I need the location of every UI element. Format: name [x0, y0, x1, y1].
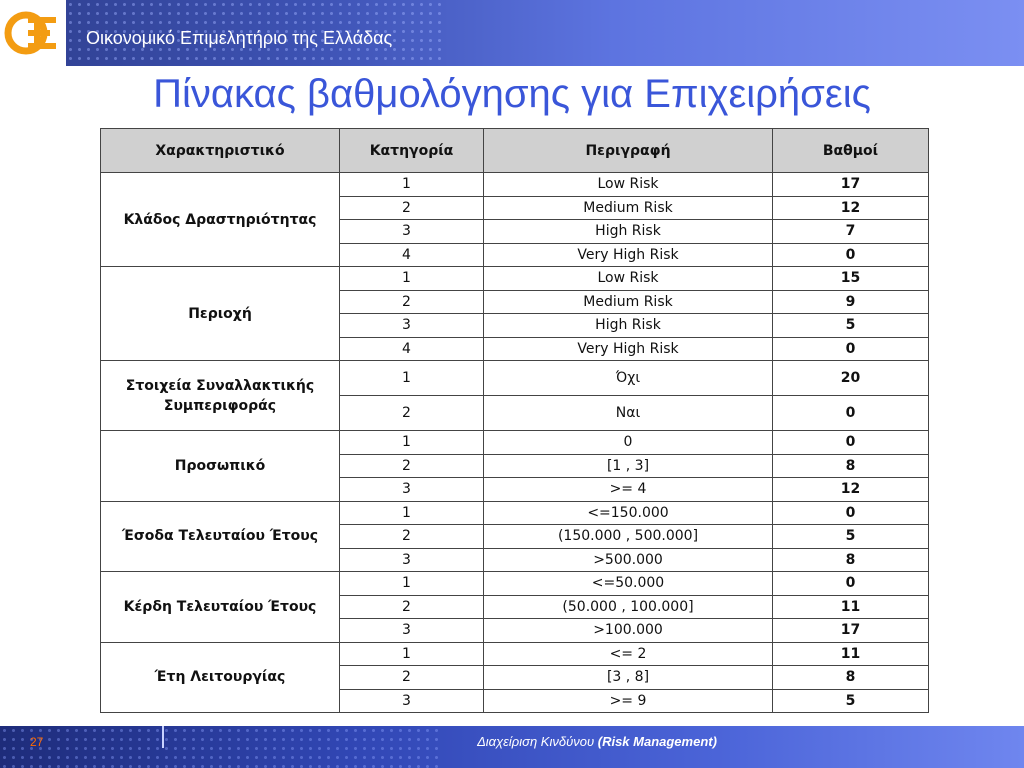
- description-cell: Very High Risk: [484, 337, 773, 361]
- table-row: [101, 572, 929, 596]
- description-cell: Low Risk: [484, 267, 773, 291]
- feature-cell: Κέρδη Τελευταίου Έτους: [101, 572, 340, 643]
- table-header-row: [101, 129, 929, 173]
- column-header-description: Περιγραφή: [484, 129, 773, 173]
- description-cell: (150.000 , 500.000]: [484, 525, 773, 549]
- points-cell: 12: [773, 196, 929, 220]
- description-cell: <=50.000: [484, 572, 773, 596]
- points-cell: 17: [773, 173, 929, 197]
- description-cell: <= 2: [484, 642, 773, 666]
- description-cell: Low Risk: [484, 173, 773, 197]
- description-cell: Όχι: [484, 361, 773, 396]
- description-cell: Medium Risk: [484, 196, 773, 220]
- description-cell: >500.000: [484, 548, 773, 572]
- table-row: [101, 361, 929, 396]
- points-cell: 0: [773, 337, 929, 361]
- points-cell: 12: [773, 478, 929, 502]
- column-header-points: Βαθμοί: [773, 129, 929, 173]
- category-cell: 3: [340, 619, 484, 643]
- description-cell: >= 4: [484, 478, 773, 502]
- points-cell: 15: [773, 267, 929, 291]
- category-cell: 2: [340, 396, 484, 431]
- organization-name: Οικονομικό Επιμελητήριο της Ελλάδας: [86, 28, 393, 48]
- footer-caption-english: (Risk Management): [597, 734, 717, 749]
- column-header-feature: Χαρακτηριστικό: [101, 129, 340, 173]
- category-cell: 1: [340, 267, 484, 291]
- feature-cell: Στοιχεία Συναλλακτικής Συμπεριφοράς: [101, 361, 340, 431]
- table-row: [101, 267, 929, 291]
- category-cell: 3: [340, 478, 484, 502]
- category-cell: 2: [340, 196, 484, 220]
- feature-cell: Προσωπικό: [101, 431, 340, 502]
- points-cell: 0: [773, 396, 929, 431]
- points-cell: 8: [773, 666, 929, 690]
- category-cell: 3: [340, 548, 484, 572]
- category-cell: 2: [340, 666, 484, 690]
- table-body: [101, 173, 929, 713]
- category-cell: 1: [340, 431, 484, 455]
- oee-logo-icon: [4, 8, 62, 58]
- description-cell: (50.000 , 100.000]: [484, 595, 773, 619]
- description-cell: [3 , 8]: [484, 666, 773, 690]
- points-cell: 5: [773, 314, 929, 338]
- points-cell: 5: [773, 525, 929, 549]
- description-cell: High Risk: [484, 314, 773, 338]
- points-cell: 5: [773, 689, 929, 713]
- points-cell: 7: [773, 220, 929, 244]
- category-cell: 2: [340, 454, 484, 478]
- scoring-table: [100, 128, 929, 713]
- points-cell: 0: [773, 572, 929, 596]
- points-cell: 9: [773, 290, 929, 314]
- category-cell: 1: [340, 572, 484, 596]
- table-row: [101, 431, 929, 455]
- page-number: 27: [30, 735, 44, 749]
- points-cell: 0: [773, 501, 929, 525]
- column-header-category: Κατηγορία: [340, 129, 484, 173]
- category-cell: 1: [340, 642, 484, 666]
- category-cell: 2: [340, 525, 484, 549]
- feature-cell: Έτη Λειτουργίας: [101, 642, 340, 713]
- feature-cell: Κλάδος Δραστηριότητας: [101, 173, 340, 267]
- description-cell: 0: [484, 431, 773, 455]
- points-cell: 20: [773, 361, 929, 396]
- points-cell: 0: [773, 243, 929, 267]
- category-cell: 1: [340, 361, 484, 396]
- points-cell: 8: [773, 454, 929, 478]
- points-cell: 11: [773, 595, 929, 619]
- table-row: [101, 501, 929, 525]
- logo: [0, 0, 66, 66]
- category-cell: 3: [340, 689, 484, 713]
- category-cell: 2: [340, 290, 484, 314]
- category-cell: 1: [340, 173, 484, 197]
- description-cell: <=150.000: [484, 501, 773, 525]
- description-cell: High Risk: [484, 220, 773, 244]
- category-cell: 1: [340, 501, 484, 525]
- points-cell: 0: [773, 431, 929, 455]
- category-cell: 3: [340, 314, 484, 338]
- points-cell: 11: [773, 642, 929, 666]
- description-cell: Medium Risk: [484, 290, 773, 314]
- points-cell: 17: [773, 619, 929, 643]
- category-cell: 3: [340, 220, 484, 244]
- feature-cell: Έσοδα Τελευταίου Έτους: [101, 501, 340, 572]
- footer-caption: [0, 734, 1024, 749]
- feature-cell: Περιοχή: [101, 267, 340, 361]
- table-row: [101, 642, 929, 666]
- table-row: [101, 173, 929, 197]
- category-cell: 4: [340, 243, 484, 267]
- category-cell: 2: [340, 595, 484, 619]
- category-cell: 4: [340, 337, 484, 361]
- footer-caption-text: Διαχείριση Κινδύνου: [477, 734, 595, 749]
- description-cell: >= 9: [484, 689, 773, 713]
- points-cell: 8: [773, 548, 929, 572]
- description-cell: >100.000: [484, 619, 773, 643]
- description-cell: Ναι: [484, 396, 773, 431]
- page-title: Πίνακας βαθμολόγησης για Επιχειρήσεις: [153, 72, 871, 116]
- description-cell: [1 , 3]: [484, 454, 773, 478]
- description-cell: Very High Risk: [484, 243, 773, 267]
